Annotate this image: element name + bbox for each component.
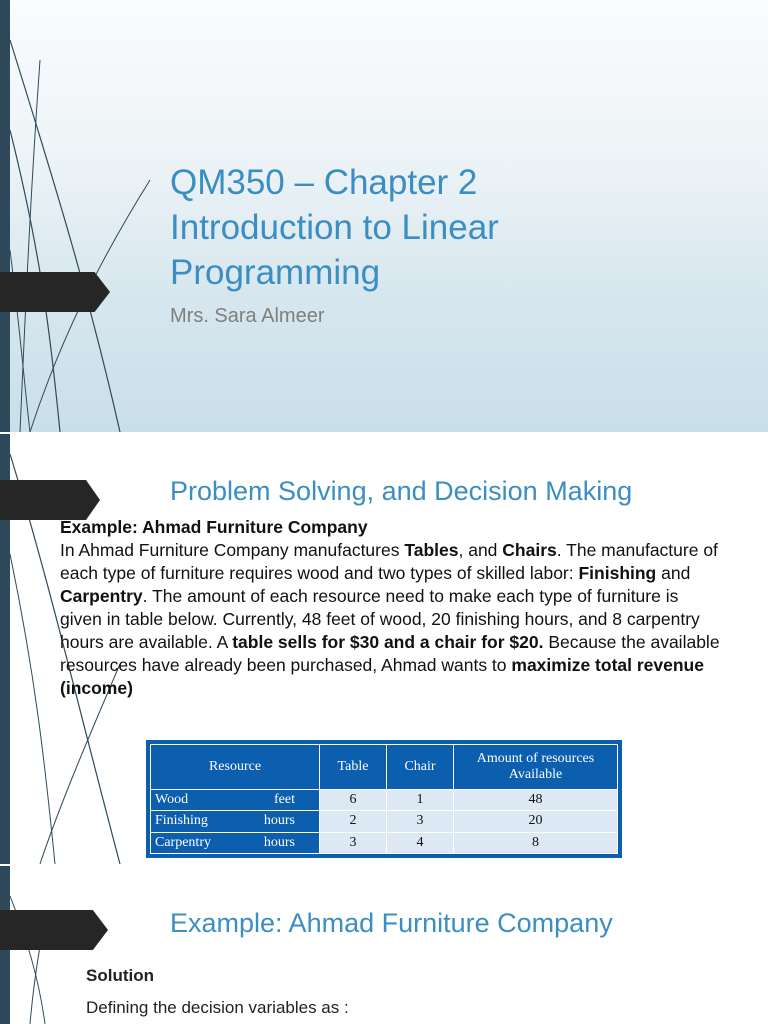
text-segment: In Ahmad Furniture Company manufactures	[60, 540, 405, 560]
example-heading: Example: Ahmad Furniture Company	[60, 517, 368, 537]
text-segment: . The manufacture of each type of furniture requires wood and two types of skilled labor:	[60, 540, 718, 583]
header-resource: Resource	[151, 745, 320, 790]
bold-finishing: Finishing	[578, 563, 657, 583]
header-table: Table	[320, 745, 387, 790]
cell-chair: 1	[387, 790, 454, 811]
text-segment: . The amount of each resource need to make each type of furniture is given in table below. Currently, 48 feet of wood, 20 finishing hours, and 8 carpentry hours are available. A	[60, 586, 700, 652]
header-amount	[454, 745, 618, 790]
author: Mrs. Sara Almeer	[170, 305, 325, 327]
resource-name: Wood	[155, 792, 189, 808]
title-line-3: Programming	[170, 253, 381, 292]
row-label	[151, 832, 320, 853]
cell-chair: 4	[387, 832, 454, 853]
header-amount-line2: Available	[508, 767, 563, 782]
cell-table: 6	[320, 790, 387, 811]
bold-chairs: Chairs	[502, 540, 557, 560]
text-segment: , and	[458, 540, 503, 560]
arrow-shape	[0, 480, 100, 520]
cell-amount: 20	[454, 811, 618, 832]
resource-unit: feet	[274, 792, 295, 808]
bold-goal: maximize total revenue (income)	[60, 655, 704, 698]
arrow-shape	[0, 910, 108, 950]
bold-carpentry: Carpentry	[60, 586, 143, 606]
solution-heading: Solution	[86, 966, 154, 985]
slide-title: Example: Ahmad Furniture Company	[170, 908, 613, 938]
resource-table	[150, 744, 618, 854]
bold-prices: table sells for $30 and a chair for $20.	[232, 632, 544, 652]
header-amount-line1: Amount of resources	[476, 751, 595, 766]
table-header-row	[151, 745, 618, 790]
table-row	[151, 832, 618, 853]
decorative-lines	[0, 0, 160, 432]
title-slide	[0, 0, 768, 432]
title-line-1: QM350 – Chapter 2	[170, 163, 478, 202]
table-row	[151, 790, 618, 811]
row-label	[151, 811, 320, 832]
problem-text	[60, 516, 720, 700]
text-segment: Because the available resources have already been purchased, Ahmad wants to	[60, 632, 720, 675]
slide-title	[170, 160, 730, 295]
arrow-shape	[0, 272, 110, 312]
header-chair	[387, 745, 454, 790]
row-label	[151, 790, 320, 811]
title-line-2: Introduction to Linear	[170, 208, 499, 247]
bold-tables: Tables	[404, 540, 459, 560]
solution-slide	[0, 866, 768, 1024]
cell-amount: 8	[454, 832, 618, 853]
cell-amount: 48	[454, 790, 618, 811]
resource-unit: hours	[263, 834, 295, 850]
table-row	[151, 811, 618, 832]
resource-table-frame	[146, 740, 622, 858]
cell-table: 3	[320, 832, 387, 853]
resource-name: Carpentry	[155, 834, 211, 850]
header-chair-text: Chair	[404, 759, 436, 774]
text-segment: and	[656, 563, 691, 583]
slide-title: Problem Solving, and Decision Making	[170, 476, 633, 506]
problem-slide	[0, 434, 768, 864]
resource-name: Finishing	[155, 813, 208, 829]
cell-table: 2	[320, 811, 387, 832]
cell-chair: 3	[387, 811, 454, 832]
definition-text: Defining the decision variables as :	[86, 998, 349, 1017]
resource-unit: hours	[263, 813, 295, 829]
